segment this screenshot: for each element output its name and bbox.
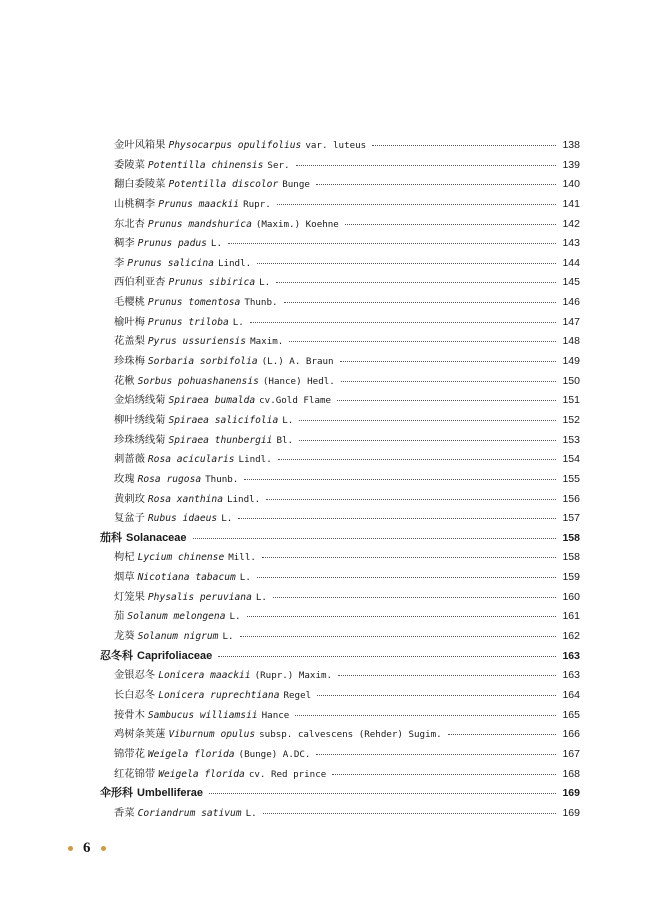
chinese-name: 复盆子 — [114, 512, 145, 525]
dot-leader — [262, 557, 556, 558]
author-citation: Thunb. — [205, 473, 239, 485]
family-latin-name: Caprifoliaceae — [137, 649, 213, 662]
scientific-name: Sorbaria sorbifolia — [147, 356, 258, 368]
page-number: 6 — [83, 840, 91, 856]
family-chinese-name: 忍冬科 — [100, 648, 133, 662]
chinese-name: 花楸 — [114, 374, 135, 387]
scientific-name: Nicotiana tabacum — [137, 572, 236, 584]
chinese-name: 接骨木 — [114, 708, 145, 721]
scientific-name: Lonicera ruprechtiana — [158, 689, 280, 701]
dot-leader — [238, 518, 556, 519]
dot-leader — [278, 459, 556, 460]
page-ref: 144 — [562, 256, 580, 269]
page-ref: 153 — [562, 433, 580, 446]
page-ref: 143 — [562, 237, 580, 250]
page-ref: 154 — [562, 453, 580, 466]
family-chinese-name: 伞形科 — [100, 786, 133, 800]
chinese-name: 珍珠绣线菊 — [114, 433, 166, 446]
scientific-name: Solanum melongena — [127, 611, 226, 623]
scientific-name: Potentilla discolor — [168, 179, 279, 191]
chinese-name: 黄刺玫 — [114, 492, 145, 505]
dot-leader — [250, 322, 556, 323]
page-ref: 145 — [562, 276, 580, 289]
author-citation: cv. Red prince — [248, 768, 327, 780]
author-citation: (Hance) Hedl. — [262, 375, 335, 387]
toc-entry — [100, 195, 580, 215]
page-ref: 146 — [562, 296, 580, 309]
toc-entry — [100, 745, 580, 765]
scientific-name: Sambucus williamsii — [147, 709, 258, 721]
scientific-name: Prunus padus — [137, 238, 207, 250]
chinese-name: 西伯利亚杏 — [114, 276, 166, 289]
chinese-name: 茄 — [114, 610, 125, 623]
scientific-name: Prunus tomentosa — [147, 297, 241, 309]
scientific-name: Prunus maackii — [158, 198, 240, 210]
chinese-name: 烟草 — [114, 571, 135, 584]
toc-entry — [100, 725, 580, 745]
chinese-name: 委陵菜 — [114, 158, 145, 171]
page-ref: 139 — [562, 158, 580, 171]
toc-entry — [100, 588, 580, 608]
toc-entry — [100, 372, 580, 392]
page-ref: 142 — [562, 217, 580, 230]
dot-leader — [332, 774, 556, 775]
scientific-name: Physalis peruviana — [147, 591, 252, 603]
toc-entry — [100, 332, 580, 352]
scientific-name: Rosa xanthina — [147, 493, 223, 505]
dot-leader — [317, 695, 556, 696]
page-ref: 163 — [562, 649, 580, 662]
scientific-name: Prunus triloba — [147, 316, 229, 328]
author-citation: L. — [259, 277, 271, 289]
toc-entry — [100, 568, 580, 588]
dot-leader — [266, 499, 556, 500]
page-ref: 163 — [562, 669, 580, 682]
toc-entry — [100, 352, 580, 372]
chinese-name: 李 — [114, 256, 125, 269]
toc-entry — [100, 273, 580, 293]
page-ref: 140 — [562, 178, 580, 191]
author-citation: Mill. — [228, 552, 256, 564]
dot-leader — [316, 754, 556, 755]
dot-leader — [273, 597, 556, 598]
page-footer — [68, 840, 106, 857]
dot-leader — [295, 715, 556, 716]
dot-leader — [276, 282, 556, 283]
chinese-name: 东北杏 — [114, 217, 145, 230]
author-citation: Bunge — [282, 179, 310, 191]
author-citation: (L.) A. Braun — [261, 356, 334, 368]
author-citation: L. — [229, 611, 241, 623]
page-ref: 152 — [562, 413, 580, 426]
dot-leader — [337, 400, 556, 401]
dot-leader — [299, 440, 556, 441]
dot-leader — [448, 734, 556, 735]
toc-entry — [100, 136, 580, 156]
dot-leader — [244, 479, 556, 480]
dot-leader — [228, 243, 556, 244]
scientific-name: Weigela florida — [147, 748, 235, 760]
author-citation: L. — [222, 631, 234, 643]
toc-entry — [100, 254, 580, 274]
toc-entry — [100, 490, 580, 510]
author-citation: (Maxim.) Koehne — [255, 218, 339, 230]
author-citation: L. — [282, 414, 294, 426]
page-ref: 159 — [562, 571, 580, 584]
toc-entry — [100, 156, 580, 176]
chinese-name: 柳叶绣线菊 — [114, 413, 166, 426]
dot-leader — [372, 145, 556, 146]
page-ref: 157 — [562, 512, 580, 525]
table-of-contents — [100, 136, 580, 823]
scientific-name: Physocarpus opulifolius — [168, 140, 302, 151]
dot-leader — [299, 420, 556, 421]
toc-entry — [100, 548, 580, 568]
toc-family-heading — [100, 784, 580, 804]
page-ref: 149 — [562, 355, 580, 368]
chinese-name: 香菜 — [114, 806, 135, 819]
scientific-name: Rubus idaeus — [147, 513, 218, 525]
scientific-name: Pyrus ussuriensis — [147, 336, 247, 348]
toc-entry — [100, 765, 580, 785]
dot-leader — [247, 616, 556, 617]
author-citation: Lindl. — [217, 257, 252, 269]
author-citation: Lindl. — [226, 493, 261, 505]
dot-leader — [277, 204, 556, 205]
dot-leader — [340, 361, 556, 362]
bullet-dot-icon — [68, 846, 73, 851]
author-citation: Ser. — [267, 159, 290, 171]
chinese-name: 龙葵 — [114, 630, 135, 643]
chinese-name: 刺蔷薇 — [114, 453, 145, 466]
toc-entry — [100, 607, 580, 627]
chinese-name: 鸡树条荚蒾 — [114, 728, 166, 741]
dot-leader — [257, 577, 556, 578]
chinese-name: 珍珠梅 — [114, 355, 145, 368]
toc-entry — [100, 627, 580, 647]
family-chinese-name: 茄科 — [100, 530, 122, 544]
scientific-name: Potentilla chinensis — [147, 159, 264, 171]
chinese-name: 金银忍冬 — [114, 669, 156, 682]
chinese-name: 毛樱桃 — [114, 296, 145, 309]
scientific-name: Spiraea thunbergii — [168, 434, 273, 446]
scientific-name: Spiraea bumalda — [168, 395, 256, 407]
page-ref: 158 — [562, 551, 580, 564]
toc-family-heading — [100, 647, 580, 667]
dot-leader — [289, 341, 556, 342]
chinese-name: 金叶风箱果 — [114, 139, 166, 151]
author-citation: (Rupr.) Maxim. — [254, 670, 333, 682]
author-citation: Bl. — [276, 434, 294, 446]
chinese-name: 翻白委陵菜 — [114, 178, 166, 191]
toc-entry — [100, 234, 580, 254]
page-ref: 162 — [562, 630, 580, 643]
dot-leader — [263, 813, 556, 814]
dot-leader — [341, 381, 556, 382]
toc-entry — [100, 666, 580, 686]
toc-entry — [100, 411, 580, 431]
page-ref: 148 — [562, 335, 580, 348]
toc-entry — [100, 686, 580, 706]
page-ref: 168 — [562, 767, 580, 780]
page-ref: 141 — [562, 197, 580, 210]
author-citation: L. — [239, 572, 251, 584]
chinese-name: 长白忍冬 — [114, 688, 156, 701]
page-ref: 169 — [562, 806, 580, 819]
author-citation: L. — [255, 591, 267, 603]
page-ref: 166 — [562, 728, 580, 741]
dot-leader — [338, 675, 556, 676]
toc-entry — [100, 450, 580, 470]
family-latin-name: Umbelliferae — [137, 787, 204, 800]
scientific-name: Prunus salicina — [127, 257, 214, 269]
author-citation: Regel — [283, 689, 312, 701]
page-ref: 156 — [562, 492, 580, 505]
toc-entry — [100, 706, 580, 726]
toc-entry — [100, 175, 580, 195]
page-ref: 169 — [562, 787, 580, 800]
toc-entry — [100, 313, 580, 333]
page-ref: 167 — [562, 747, 580, 760]
author-citation: Hance — [261, 709, 290, 721]
toc-entry — [100, 509, 580, 529]
author-citation: Rupr. — [243, 198, 271, 210]
scientific-name: Lonicera maackii — [158, 670, 251, 682]
dot-leader — [345, 224, 556, 225]
chinese-name: 玫瑰 — [114, 472, 135, 485]
dot-leader — [296, 165, 556, 166]
dot-leader — [218, 656, 556, 657]
author-citation: var. luteus — [305, 140, 367, 151]
page-ref: 138 — [562, 139, 580, 151]
chinese-name: 花盖梨 — [114, 335, 145, 348]
author-citation: Lindl. — [238, 454, 272, 466]
bullet-dot-icon — [101, 846, 106, 851]
scientific-name: Rosa rugosa — [137, 473, 202, 485]
author-citation: cv.Gold Flame — [259, 395, 332, 407]
toc-entry — [100, 431, 580, 451]
chinese-name: 山桃稠李 — [114, 197, 156, 210]
scientific-name: Weigela florida — [158, 768, 245, 780]
chinese-name: 枸杞 — [114, 551, 135, 564]
page-ref: 161 — [562, 610, 580, 623]
chinese-name: 红花锦带 — [114, 767, 156, 780]
scientific-name: Solanum nigrum — [137, 631, 219, 643]
scientific-name: Rosa acicularis — [147, 454, 235, 466]
author-citation: subsp. calvescens (Rehder) Sugim. — [259, 729, 442, 741]
page-ref: 151 — [562, 394, 580, 407]
dot-leader — [257, 263, 556, 264]
page-ref: 165 — [562, 708, 580, 721]
dot-leader — [240, 636, 556, 637]
chinese-name: 锦带花 — [114, 747, 145, 760]
dot-leader — [316, 184, 556, 185]
author-citation: L. — [221, 513, 233, 525]
page-ref: 155 — [562, 472, 580, 485]
dot-leader — [209, 793, 556, 794]
scientific-name: Prunus mandshurica — [147, 218, 252, 230]
page-ref: 150 — [562, 374, 580, 387]
toc-entry — [100, 215, 580, 235]
chinese-name: 金焰绣线菊 — [114, 394, 166, 407]
page-ref: 147 — [562, 315, 580, 328]
chinese-name: 灯笼果 — [114, 590, 145, 603]
page-ref: 164 — [562, 688, 580, 701]
family-latin-name: Solanaceae — [126, 531, 187, 544]
page-ref: 160 — [562, 590, 580, 603]
author-citation: L. — [245, 807, 257, 819]
chinese-name: 稠李 — [114, 237, 135, 250]
toc-entry — [100, 293, 580, 313]
toc-entry — [100, 391, 580, 411]
toc-family-heading — [100, 529, 580, 549]
scientific-name: Viburnum opulus — [168, 729, 256, 741]
toc-entry — [100, 470, 580, 490]
toc-entry — [100, 804, 580, 824]
author-citation: Thunb. — [244, 297, 278, 309]
scientific-name: Sorbus pohuashanensis — [137, 375, 259, 387]
dot-leader — [193, 538, 556, 539]
scientific-name: Spiraea salicifolia — [168, 414, 279, 426]
page-ref: 158 — [562, 531, 580, 544]
chinese-name: 榆叶梅 — [114, 315, 145, 328]
scientific-name: Prunus sibirica — [168, 277, 256, 289]
scientific-name: Lycium chinense — [137, 552, 225, 564]
author-citation: L. — [232, 316, 244, 328]
author-citation: L. — [210, 238, 222, 250]
author-citation: (Bunge) A.DC. — [238, 748, 311, 760]
author-citation: Maxim. — [250, 336, 284, 348]
scientific-name: Coriandrum sativum — [137, 807, 242, 819]
dot-leader — [284, 302, 556, 303]
